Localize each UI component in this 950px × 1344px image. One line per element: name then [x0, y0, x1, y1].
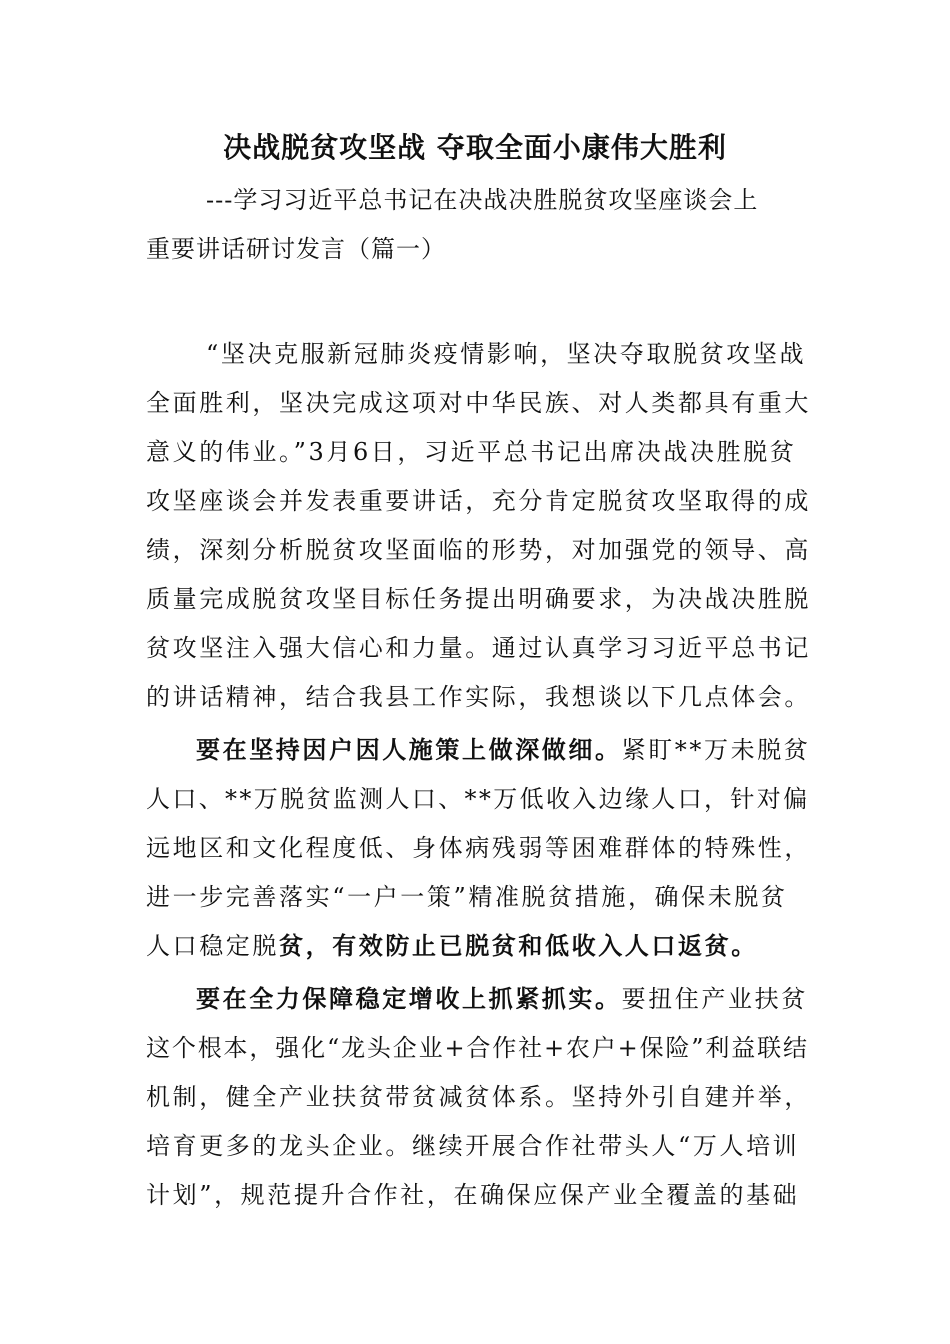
- paragraph2-first-line: [196, 730, 810, 770]
- paragraph2-line: 人口、**万脱贫监测人口、**万低收入边缘人口，针对偏: [146, 785, 810, 813]
- paragraph3-line1-rest: 要扭住产业扶贫: [621, 985, 808, 1013]
- paragraph3-line: 机制，健全产业扶贫带贫减贫体系。坚持外引自建并举，: [146, 1083, 811, 1111]
- paragraph2-last-normal: 人口稳定脱: [146, 932, 279, 960]
- subtitle-line-1: ---学习习近平总书记在决战决胜脱贫攻坚座谈会上: [206, 186, 759, 214]
- paragraph2-last-line: [146, 926, 758, 966]
- paragraph2-last-bold: 贫，有效防止已脱贫和低收入人口返贫。: [279, 931, 758, 960]
- paragraph3-line: 培育更多的龙头企业。继续开展合作社带头人“万人培训: [146, 1132, 800, 1160]
- paragraph3-line: 计划”，规范提升合作社，在确保应保产业全覆盖的基础: [146, 1181, 800, 1209]
- paragraph2-line: 进一步完善落实“一户一策”精准脱贫措施，确保未脱贫: [146, 883, 788, 911]
- document-title: 决战脱贫攻坚战 夺取全面小康伟大胜利: [223, 131, 727, 164]
- paragraph1-line: 意义的伟业。”3月6日，习近平总书记出席决战决胜脱贫: [146, 438, 797, 466]
- paragraph3-heading: 要在全力保障稳定增收上抓紧抓实。: [196, 984, 622, 1013]
- subtitle-line-2: 重要讲话研讨发言（篇一）: [146, 235, 446, 263]
- paragraph1-line: 质量完成脱贫攻坚目标任务提出明确要求，为决战决胜脱: [146, 585, 811, 613]
- paragraph3-first-line: [196, 979, 808, 1019]
- paragraph1-line: 绩，深刻分析脱贫攻坚面临的形势，对加强党的领导、高: [146, 536, 811, 564]
- paragraph3-line: 这个根本，强化“龙头企业+合作社+农户+保险”利益联结: [146, 1034, 809, 1062]
- paragraph1-line: 的讲话精神，结合我县工作实际，我想谈以下几点体会。: [146, 683, 811, 711]
- paragraph1-line: 贫攻坚注入强大信心和力量。通过认真学习习近平总书记: [146, 634, 811, 662]
- paragraph1-line: 攻坚座谈会并发表重要讲话，充分肯定脱贫攻坚取得的成: [146, 487, 811, 515]
- paragraph1-line: “坚决克服新冠肺炎疫情影响，坚决夺取脱贫攻坚战: [206, 340, 807, 368]
- paragraph2-line: 远地区和文化程度低、身体病残弱等困难群体的特殊性，: [146, 834, 811, 862]
- paragraph1-line: 全面胜利，坚决完成这项对中华民族、对人类都具有重大: [146, 389, 811, 417]
- paragraph2-heading: 要在坚持因户因人施策上做深做细。: [196, 735, 622, 764]
- paragraph2-line1-rest: 紧盯**万未脱贫: [621, 736, 811, 764]
